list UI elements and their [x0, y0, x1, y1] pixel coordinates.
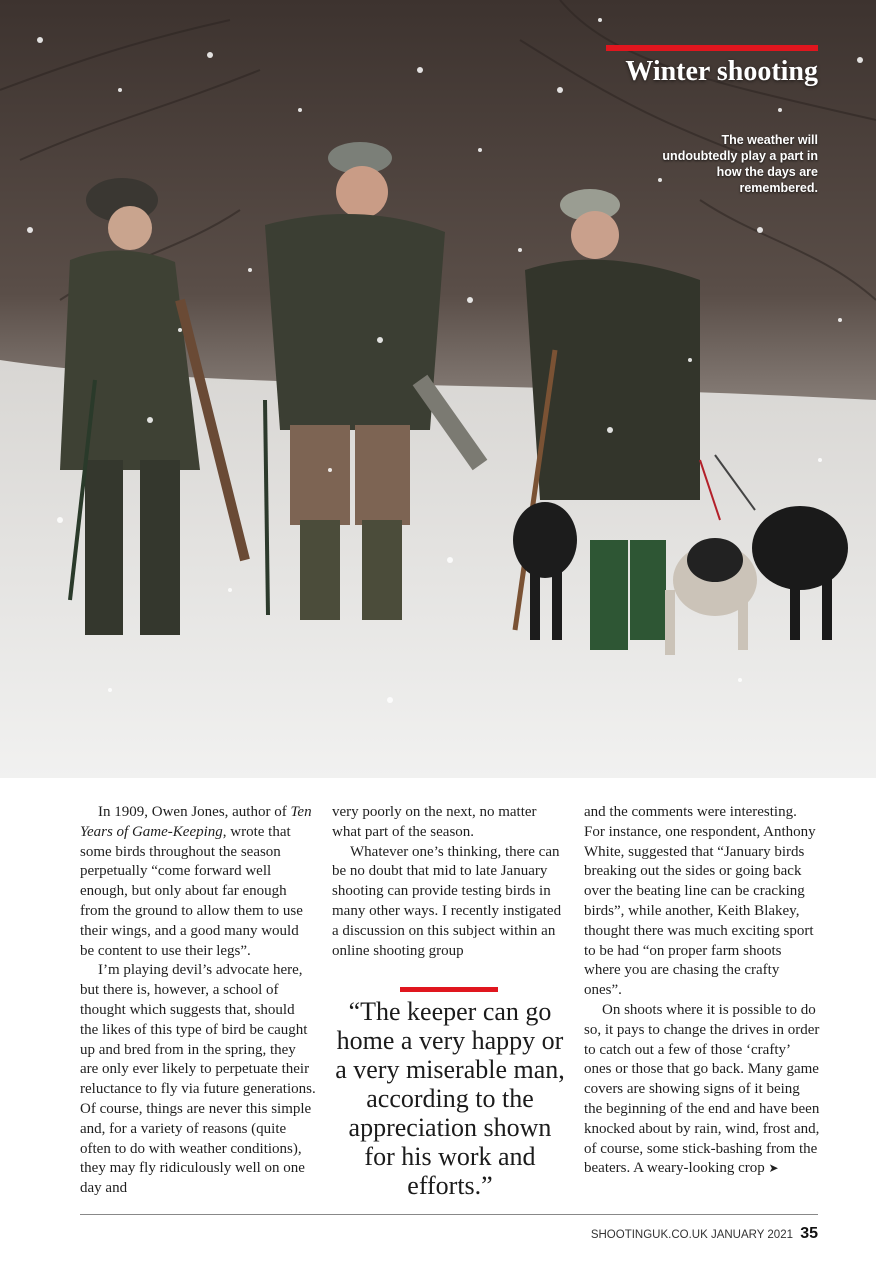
article-column-3: [584, 803, 820, 1179]
section-title: Winter shooting: [625, 56, 818, 87]
book-title: Ten Years of Game-Keeping: [80, 804, 312, 840]
article-column-2: [332, 803, 568, 961]
paragraph-text: In 1909, Owen Jones, author of: [98, 804, 291, 820]
paragraph-text: On shoots where it is possible to do so, it pays to change the drives in order to catch out a few of those ‘crafty’ ones or those that go back. Many game covers are showing signs of it being the beginning of the end and have been knocked about by rain, wind, frost and, of course, some stick-bashing from the beaters. A weary-looking crop: [584, 1001, 820, 1177]
article-paragraph: [80, 803, 316, 961]
article-paragraph: [332, 803, 568, 843]
paragraph-text: very poorly on the next, no matter what part of the season.: [332, 804, 537, 840]
page-number: 35: [800, 1225, 818, 1242]
paragraph-text: and the comments were interesting. For instance, one respondent, Anthony White, suggested that “January birds breaking out the sides or going back over the beating line can be cracking birds”, while another, Keith Blakey, thought there was much exciting sport to be had “on proper farm shoots where you are chasing the crafty ones”.: [584, 804, 816, 999]
paragraph-text: I’m playing devil’s advocate here, but there is, however, a school of thought which suggests that, should the likes of this type of bird be caught up and bred from in the spring, they are only ever likely to perpetuate their reluctance to fly via future generations. Of course, things are never this simple and, for a variety of reasons (quite often to do with weather conditions), they may fly ridiculously well on one day and: [80, 962, 316, 1197]
article-paragraph: [584, 803, 820, 1001]
photo-caption: The weather will undoubtedly play a part in how the days are remembered.: [662, 133, 818, 195]
paragraph-text: Whatever one’s thinking, there can be no doubt that mid to late January shooting can provide testing birds in many other ways. I recently instigated a discussion on this subject within an online shooting group: [332, 843, 562, 959]
publication-info: SHOOTINGUK.CO.UK JANUARY 2021: [590, 1229, 793, 1241]
pull-quote: “The keeper can go home a very happy or a very miserable man, according to the appreciation shown for his work and efforts.”: [335, 997, 565, 1200]
pull-quote-rule: [400, 987, 498, 992]
paragraph-text: , wrote that some birds throughout the season perpetually “come forward well enough, but only about far enough from the ground to allow them to use their wings, and a good many would be content to use their legs”.: [80, 823, 303, 959]
page-footer: [591, 1225, 818, 1243]
article-paragraph: [332, 843, 568, 962]
article-paragraph: [80, 961, 316, 1199]
section-rule: [606, 45, 818, 51]
article-paragraph: [584, 1001, 820, 1179]
footer-rule: [80, 1214, 818, 1215]
continue-arrow-icon: ➤: [768, 1161, 779, 1176]
article-column-1: [80, 803, 316, 1199]
